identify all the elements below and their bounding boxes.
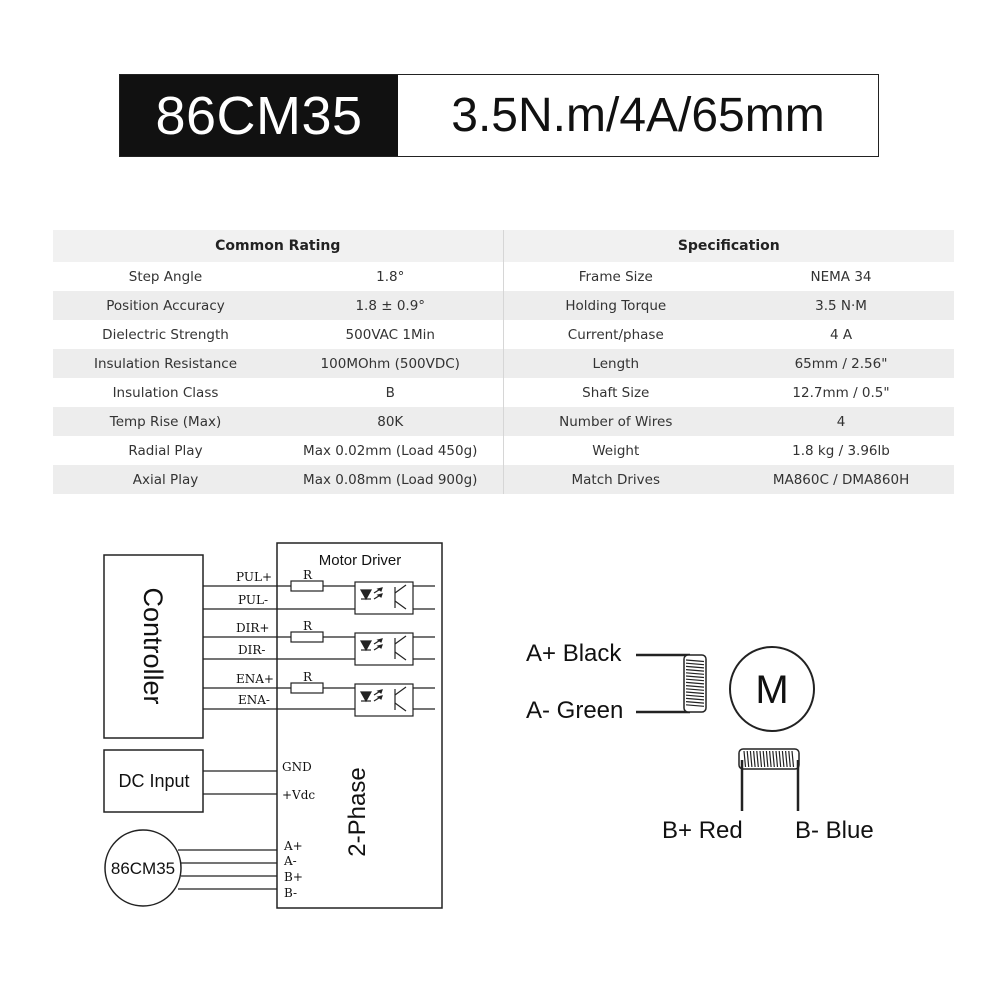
spec-name: Shaft Size	[503, 378, 728, 407]
spec-name: Number of Wires	[503, 407, 728, 436]
phase-label: 2-Phase	[344, 767, 371, 857]
spec-value: 3.5 N·M	[728, 291, 954, 320]
rating-value: Max 0.08mm (Load 900g)	[278, 465, 503, 494]
pin-a-minus: A-	[284, 854, 297, 868]
spec-name: Match Drives	[503, 465, 728, 494]
rating-value: Max 0.02mm (Load 450g)	[278, 436, 503, 465]
coil-b-minus: B- Blue	[795, 817, 874, 844]
spec-name: Length	[503, 349, 728, 378]
spec-value: 1.8 kg / 3.96lb	[728, 436, 954, 465]
dc-input-label: DC Input	[118, 771, 190, 791]
spec-name: Holding Torque	[503, 291, 728, 320]
spec-name: Frame Size	[503, 262, 728, 291]
rating-name: Step Angle	[53, 262, 278, 291]
rating-name: Insulation Resistance	[53, 349, 278, 378]
resistor-label-2: R	[303, 619, 313, 633]
motor-symbol: M	[755, 668, 789, 712]
spec-value: 12.7mm / 0.5"	[728, 378, 954, 407]
rating-name: Temp Rise (Max)	[53, 407, 278, 436]
signal-ena-minus: ENA-	[238, 693, 270, 707]
motor-lines	[178, 850, 277, 889]
spec-value: 65mm / 2.56"	[728, 349, 954, 378]
resistor-label-3: R	[303, 670, 313, 684]
rating-name: Dielectric Strength	[53, 320, 278, 349]
pin-b-plus: B+	[284, 870, 303, 884]
coil-a-minus: A- Green	[526, 697, 624, 724]
spec-value: NEMA 34	[728, 262, 954, 291]
header-common-rating: Common Rating	[53, 230, 503, 262]
coil-b-plus: B+ Red	[662, 817, 743, 844]
model-name: 86CM35	[120, 75, 398, 156]
rating-name: Radial Play	[53, 436, 278, 465]
rating-value: 1.8 ± 0.9°	[278, 291, 503, 320]
signal-dir-minus: DIR-	[238, 643, 266, 657]
rating-value: 1.8°	[278, 262, 503, 291]
optocoupler-3	[355, 684, 413, 716]
rating-value: B	[278, 378, 503, 407]
header-specification: Specification	[503, 230, 954, 262]
optocoupler-1	[355, 582, 413, 614]
signal-dir-plus: DIR+	[236, 621, 270, 635]
spec-value: 4	[728, 407, 954, 436]
controller-label: Controller	[138, 587, 168, 705]
signal-pul-plus: PUL+	[236, 570, 272, 584]
power-gnd: GND	[282, 760, 312, 774]
pin-a-plus: A+	[284, 839, 303, 853]
optocouplers	[355, 582, 413, 716]
spec-name: Weight	[503, 436, 728, 465]
rating-value: 100MOhm (500VDC)	[278, 349, 503, 378]
motor-label: 86CM35	[110, 859, 176, 878]
signal-pul-minus: PUL-	[238, 593, 268, 607]
rating-name: Axial Play	[53, 465, 278, 494]
driver-title: Motor Driver	[318, 552, 402, 569]
rating-value: 80K	[278, 407, 503, 436]
spec-value: 4 A	[728, 320, 954, 349]
spec-value: MA860C / DMA860H	[728, 465, 954, 494]
coil-a-plus: A+ Black	[526, 640, 622, 667]
spec-name: Current/phase	[503, 320, 728, 349]
signal-ena-plus: ENA+	[236, 672, 274, 686]
rating-value: 500VAC 1Min	[278, 320, 503, 349]
power-vdc: +Vdc	[282, 788, 316, 802]
pin-b-minus: B-	[284, 886, 298, 900]
model-summary: 3.5N.m/4A/65mm	[451, 89, 825, 142]
resistor-label-1: R	[303, 568, 313, 582]
optocoupler-2	[355, 633, 413, 665]
rating-name: Insulation Class	[53, 378, 278, 407]
rating-name: Position Accuracy	[53, 291, 278, 320]
